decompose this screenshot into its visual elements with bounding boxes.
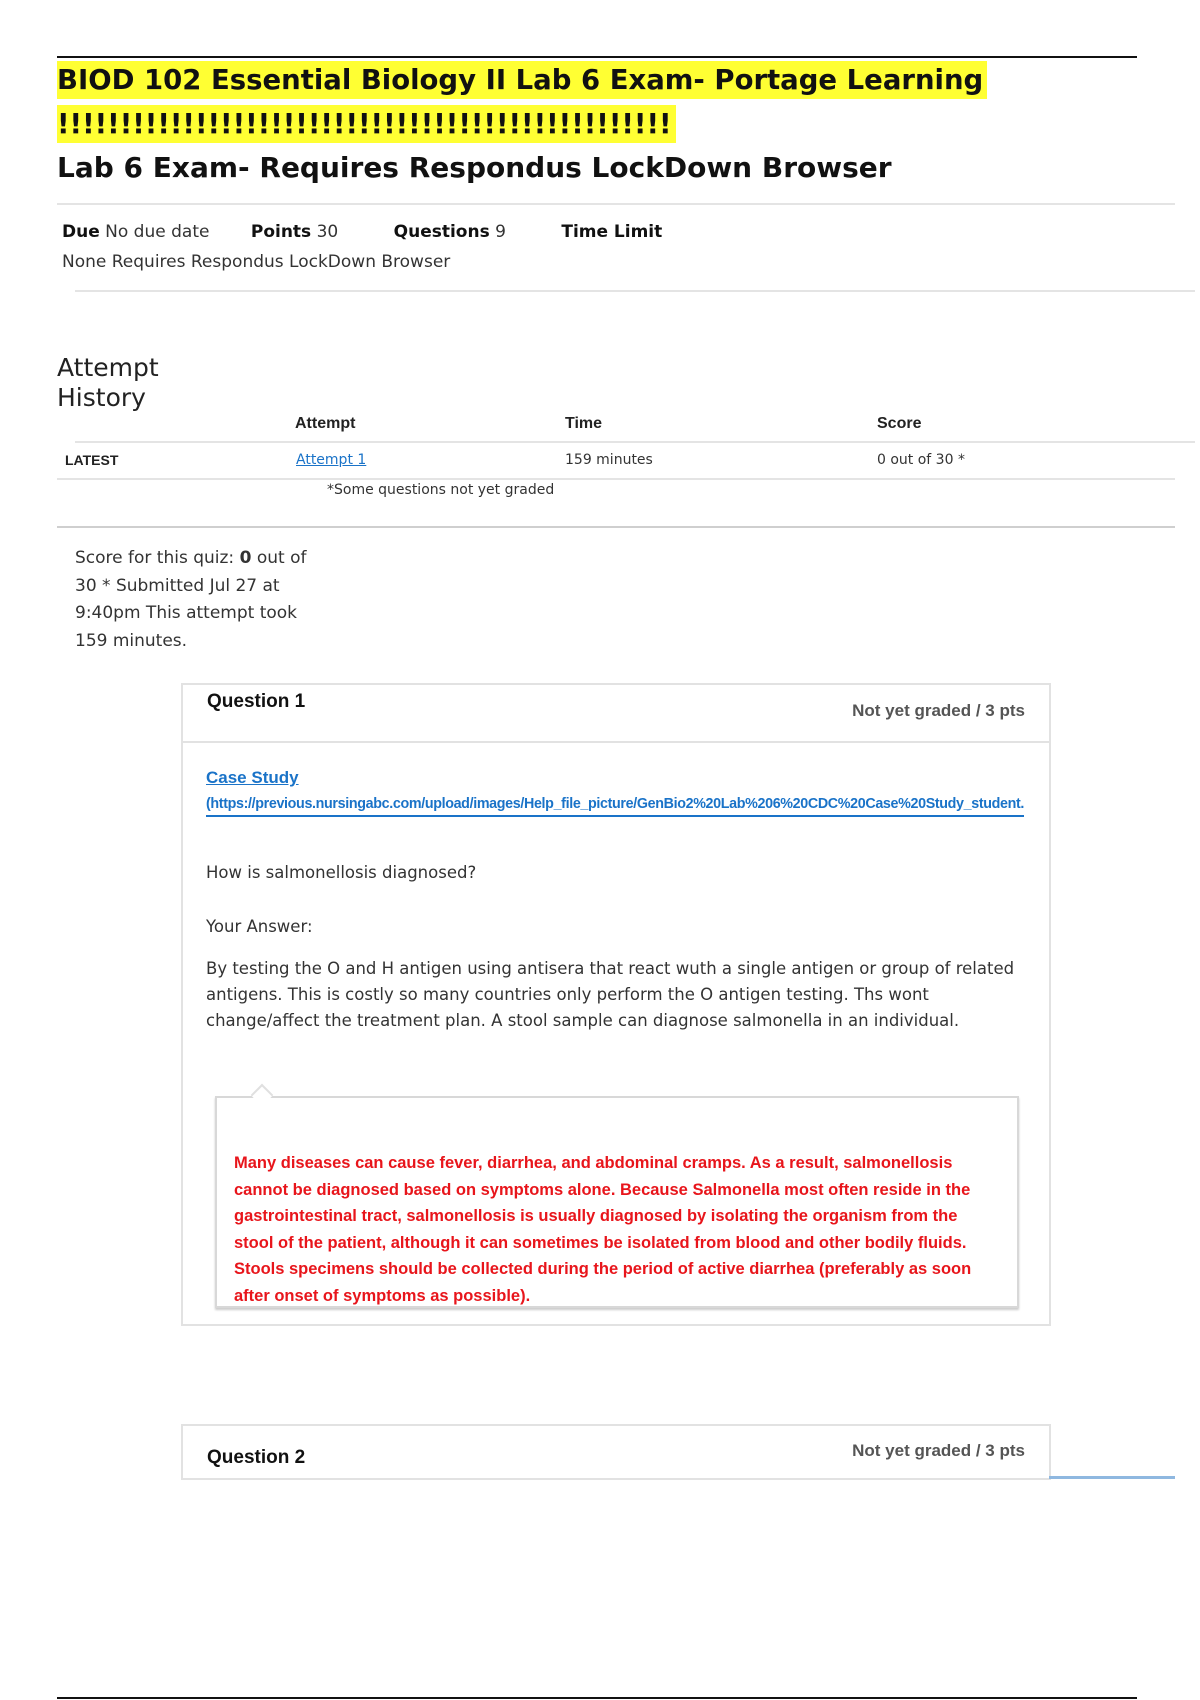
column-header-time: Time	[565, 415, 603, 432]
footnote: *Some questions not yet graded	[327, 482, 555, 498]
divider	[75, 290, 1195, 292]
question-points: Not yet graded / 3 pts	[852, 1441, 1025, 1460]
page-title: Lab 6 Exam- Requires Respondus LockDown Browser	[57, 151, 892, 184]
score-summary: Score for this quiz: 0 out of 30 * Submitted Jul 27 at 9:40pm This attempt took 159 minutes.	[75, 548, 307, 651]
feedback-text: Many diseases can cause fever, diarrhea, and abdominal cramps. As a result, salmonellosis cannot be diagnosed based on symptoms alone. Because Salmonella most often reside in the gastrointestinal tract, salmonellosis is usually diagnosed by isolating the organism from the stool of the patient, although it can sometimes be isolated from blood and other bodily fluids. Stools specimens should be collected during the period of active diarrhea (preferably as soon after onset of symptoms as possible).	[234, 1154, 972, 1305]
question-prompt: How is salmonellosis diagnosed?	[206, 863, 477, 882]
attempt-score: 0 out of 30 *	[877, 452, 965, 468]
column-header-score: Score	[877, 415, 922, 432]
question-title: Question 1	[207, 691, 306, 712]
table-divider	[75, 441, 1195, 443]
question-header	[183, 685, 1049, 743]
question-points: Not yet graded / 3 pts	[852, 701, 1025, 720]
divider	[57, 203, 1175, 205]
answer-label: Your Answer:	[206, 917, 313, 936]
attempt-history-heading: Attempt History	[57, 353, 159, 412]
bottom-rule	[57, 1697, 1137, 1699]
accent-line	[1049, 1476, 1175, 1479]
table-divider	[57, 478, 1175, 480]
case-study-link[interactable]: Case Study	[206, 768, 299, 787]
attempt-time: 159 minutes	[565, 452, 653, 468]
attempt-link[interactable]: Attempt 1	[296, 452, 367, 468]
questions-field: Questions 9	[393, 222, 506, 242]
column-header-attempt: Attempt	[295, 415, 356, 432]
top-rule	[57, 56, 1137, 58]
time-limit-field: Time Limit	[561, 222, 663, 242]
question-2-card	[181, 1424, 1051, 1480]
points-field: Points 30	[250, 222, 339, 242]
student-answer: By testing the O and H antigen using antisera that react wuth a single antigen or group of related antigens. This is costly so many countries only perform the O antigen testing. Ths wont change/affect the treatment plan. A stool sample can diagnose salmonella in an individual.	[206, 959, 1015, 1030]
quiz-details-line2: None Requires Respondus LockDown Browser	[62, 252, 451, 272]
document-title-line1: BIOD 102 Essential Biology II Lab 6 Exam- Portage Learning	[57, 61, 987, 99]
due-field: Due No due date	[62, 222, 210, 242]
latest-tag: LATEST	[65, 452, 119, 468]
divider	[57, 526, 1175, 528]
document-title-line2: !!!!!!!!!!!!!!!!!!!!!!!!!!!!!!!!!!!!!!!!!!!!!!!!!	[57, 105, 676, 143]
case-study-url[interactable]: (https://previous.nursingabc.com/upload/images/Help_file_picture/GenBio2%20Lab%206%20CDC%20Case%20Study_student.	[206, 796, 1024, 817]
quiz-details	[62, 222, 662, 242]
question-title: Question 2	[207, 1447, 306, 1468]
